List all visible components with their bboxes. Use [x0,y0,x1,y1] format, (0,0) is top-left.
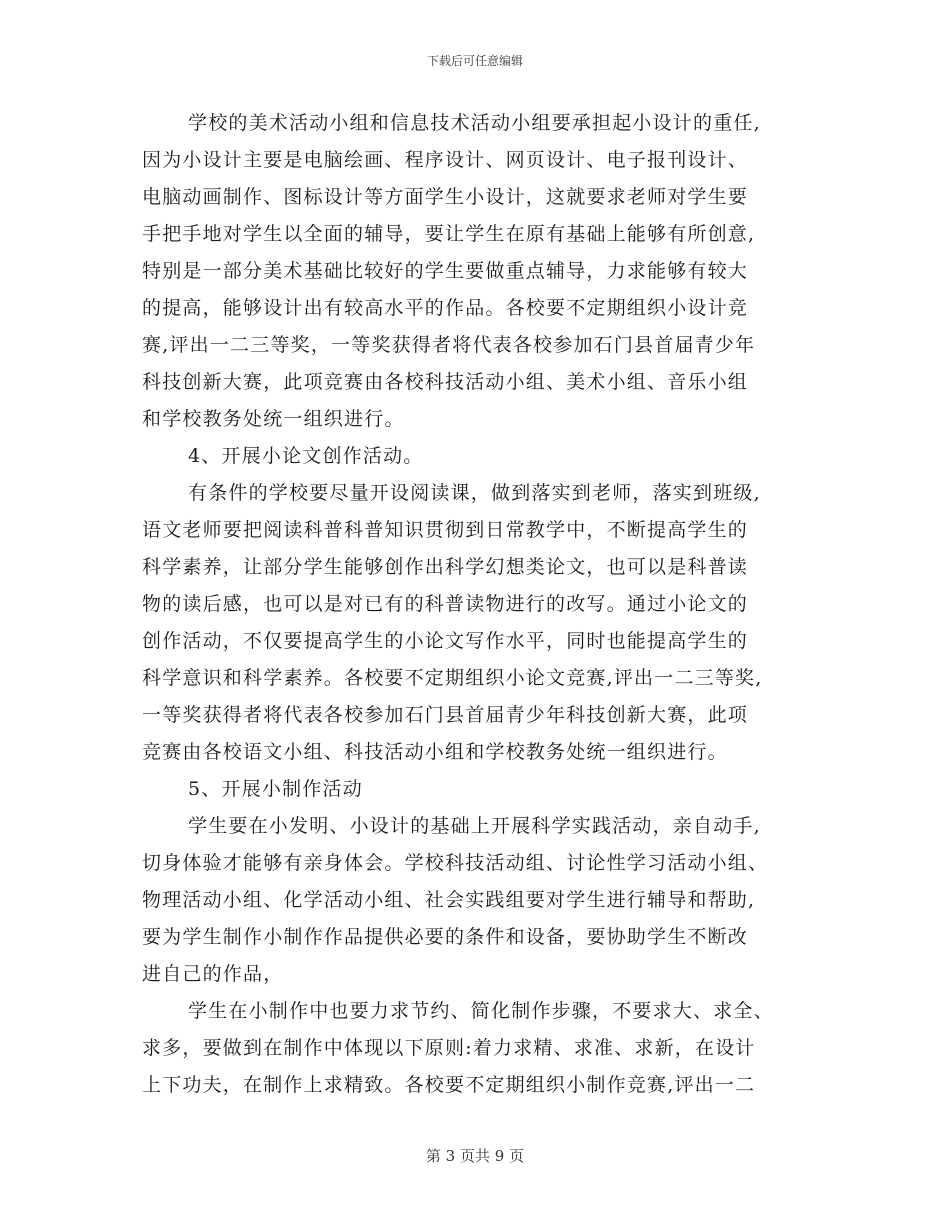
section-heading [142,438,822,475]
page-number: 第 3 页共 9 页 [425,1147,525,1165]
text-line: 科学素养，让部分学生能够创作出科学幻想类论文，也可以是科普读 [142,556,749,578]
section-heading [142,771,822,808]
text-line: 语文老师要把阅读科普科普知识贯彻到日常教学中，不断提高学生的 [142,519,749,541]
text-line: 特别是一部分美术基础比较好的学生要做重点辅导，力求能够有较大 [142,260,749,282]
paragraph [142,993,822,1104]
text-line: 学校的美术活动小组和信息技术活动小组要承担起小设计的重任, [188,112,761,134]
text-line: 要为学生制作小制作作品提供必要的条件和设备，要协助学生不断改 [142,926,749,948]
text-line: 物的读后感，也可以是对已有的科普读物进行的改写。通过小论文的 [142,593,749,615]
paragraph [142,475,822,771]
text-line: 学生要在小发明、小设计的基础上开展科学实践活动，亲自动手, [188,815,761,837]
text-line: 因为小设计主要是电脑绘画、程序设计、网页设计、电子报刊设计、 [142,149,749,171]
text-line: 的提高，能够设计出有较高水平的作品。各校要不定期组织小设计竞 [142,297,749,319]
text-line: 电脑动画制作、图标设计等方面学生小设计，这就要求老师对学生要 [142,186,749,208]
text-line: 创作活动，不仅要提高学生的小论文写作水平，同时也能提高学生的 [142,630,749,652]
heading-line: 4、开展小论文创作活动。 [188,445,424,467]
heading-line: 5、开展小制作活动 [188,778,363,800]
text-line: 和学校教务处统一组织进行。 [142,408,405,430]
text-line: 有条件的学校要尽量开设阅读课，做到落实到老师，落实到班级, [188,482,761,504]
text-line: 一等奖获得者将代表各校参加石门县首届青少年科技创新大赛，此项 [142,704,749,726]
text-line: 竞赛由各校语文小组、科技活动小组和学校教务处统一组织进行。 [142,741,728,763]
text-line: 赛,评出一二三等奖，一等奖获得者将代表各校参加石门县首届青少年 [142,334,756,356]
text-line: 切身体验才能够有亲身体会。学校科技活动组、讨论性学习活动小组、 [142,852,769,874]
paragraph [142,808,822,993]
text-line: 求多，要做到在制作中体现以下原则:着力求精、求准、求新，在设计 [142,1037,756,1059]
text-line: 进自己的作品， [142,963,284,985]
paragraph [142,105,822,438]
document-body [142,105,822,1104]
text-line: 物理活动小组、化学活动小组、社会实践组要对学生进行辅导和帮助, [142,889,756,911]
text-line: 手把手地对学生以全面的辅导，要让学生在原有基础上能够有所创意, [142,223,756,245]
text-line: 上下功夫，在制作上求精致。各校要不定期组织小制作竞赛,评出一二 [142,1074,756,1096]
text-line: 科学意识和科学素养。各校要不定期组织小论文竞赛,评出一二三等奖, [142,667,763,689]
page-header: 下载后可任意编辑 [426,54,523,68]
text-line: 科技创新大赛，此项竞赛由各校科技活动小组、美术小组、音乐小组 [142,371,749,393]
text-line: 学生在小制作中也要力求节约、简化制作步骤，不要求大、求全、 [188,1000,774,1022]
